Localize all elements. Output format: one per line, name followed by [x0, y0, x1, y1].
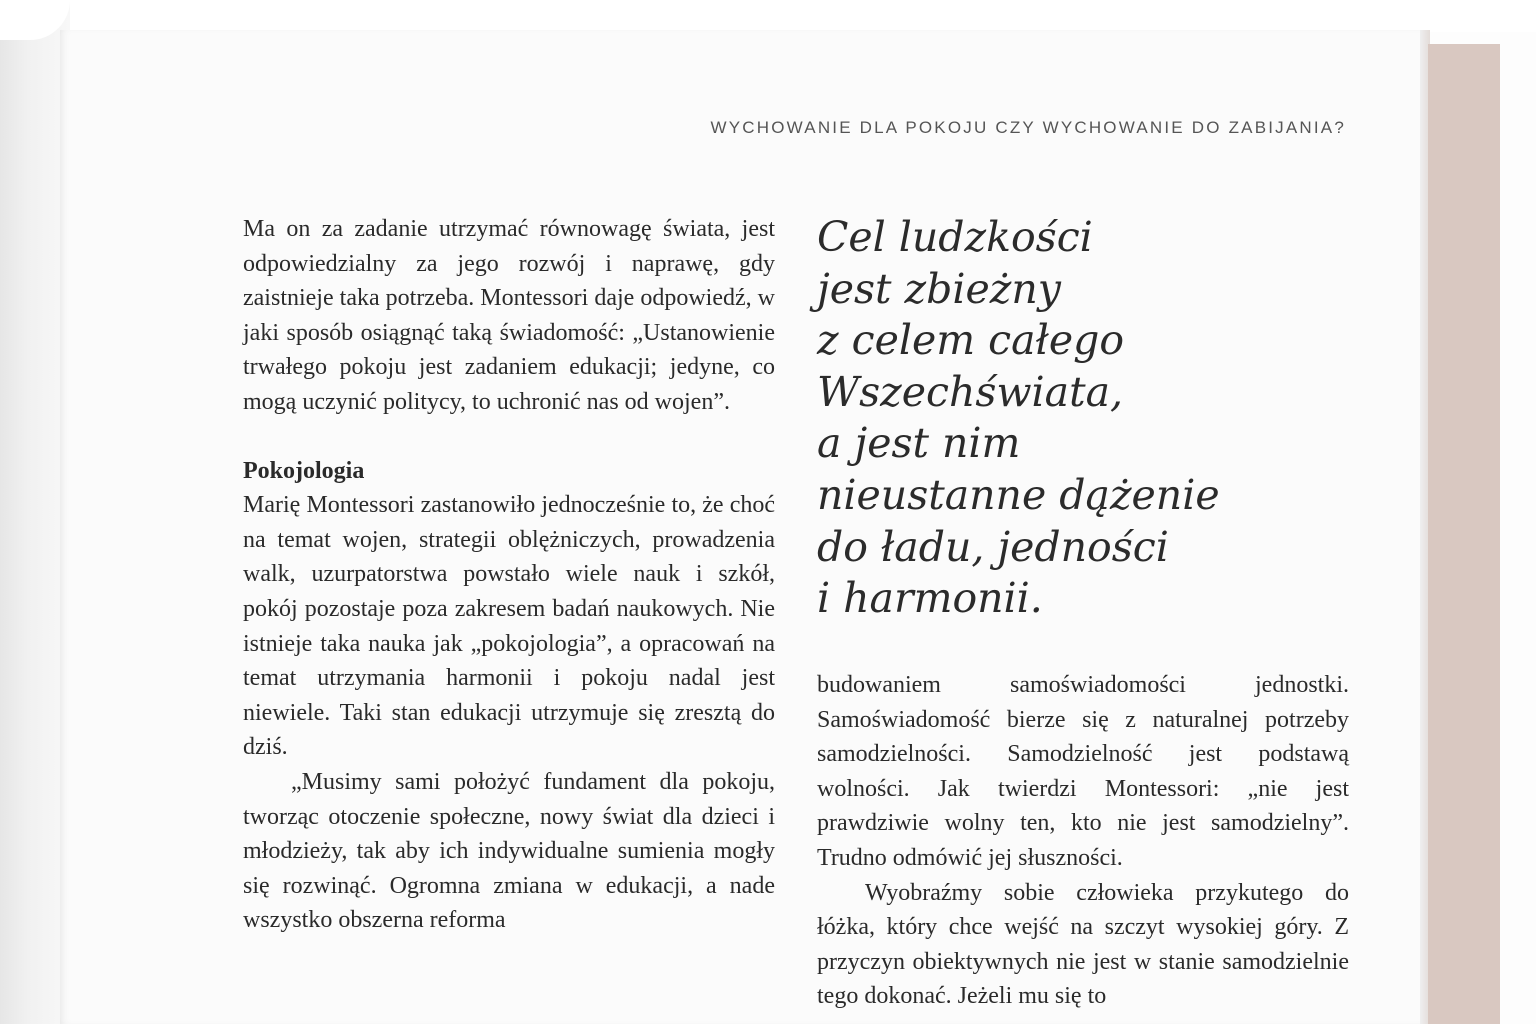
section-gap	[243, 420, 775, 454]
left-text-column	[243, 212, 775, 938]
pull-quote-line: nieustanne dążenie	[817, 470, 1220, 519]
pull-quote-line: a jest nim	[817, 419, 1021, 468]
left-paragraph-1: Ma on za zadanie utrzymać równowagę świata, jest odpowiedzialny za jego rozwój i naprawę, gdy zaistnieje taka potrzeba. Montessori daje odpowiedź, w jaki sposób osiągnąć taką świadomość: „Ustanowienie trwałego pokoju jest zadaniem edukacji; jedyne, co mogą uczynić politycy, to uchronić nas od wojen”.	[243, 216, 775, 415]
right-paragraph-2: Wyobraźmy sobie człowieka przykutego do łóżka, który chce wejść na szczyt wysokiej góry. Z przyczyn obiektywnych nie jest w stanie samodzielnie tego dokonać. Jeżeli mu się to	[817, 879, 1349, 1010]
pull-quote	[817, 212, 1377, 625]
pull-quote-line: do ładu, jedności	[817, 522, 1169, 571]
pull-quote-line: z celem całego	[817, 316, 1125, 365]
pull-quote-line: i harmonii.	[817, 574, 1043, 623]
table-background	[60, 0, 1536, 32]
right-text-column	[817, 668, 1349, 1014]
pull-quote-line: jest zbieżny	[817, 264, 1061, 313]
section-subheading: Pokojologia	[243, 457, 365, 484]
book-cover-edge	[1428, 44, 1500, 1024]
running-head: WYCHOWANIE DLA POKOJU CZY WYCHOWANIE DO ZABIJANIA?	[710, 118, 1346, 137]
left-paragraph-2: Marię Montessori zastanowiło jednocześnie to, że choć na temat wojen, strategii oblężniczych, prowadzenia walk, uzurpatorstwa powstało wiele nauk i szkół, pokój pozostaje poza zakresem badań naukowych. Nie istnieje taka nauka jak „pokojologia”, a opracowań na temat utrzymania harmonii i pokoju nadal jest niewiele. Taki stan edukacji utrzymuje się zresztą do dziś.	[243, 492, 775, 761]
right-paragraph-1: budowaniem samoświadomości jednostki. Samoświadomość bierze się z naturalnej potrzeby samodzielności. Samodzielność jest podstawą wolności. Jak twierdzi Montessori: „nie jest prawdziwie wolny ten, kto nie jest samodzielny”. Trudno odmówić jej słuszności.	[817, 672, 1349, 871]
pull-quote-line: Wszechświata,	[817, 367, 1124, 416]
pull-quote-line: Cel ludzkości	[817, 213, 1093, 261]
left-paragraph-3: „Musimy sami położyć fundament dla pokoju, tworząc otoczenie społeczne, nowy świat dla dzieci i młodzieży, tak aby ich indywidualne sumienia mogły się rozwinąć. Ogromna zmiana w edukacji, a nade wszystko obszerna reforma	[243, 768, 775, 934]
